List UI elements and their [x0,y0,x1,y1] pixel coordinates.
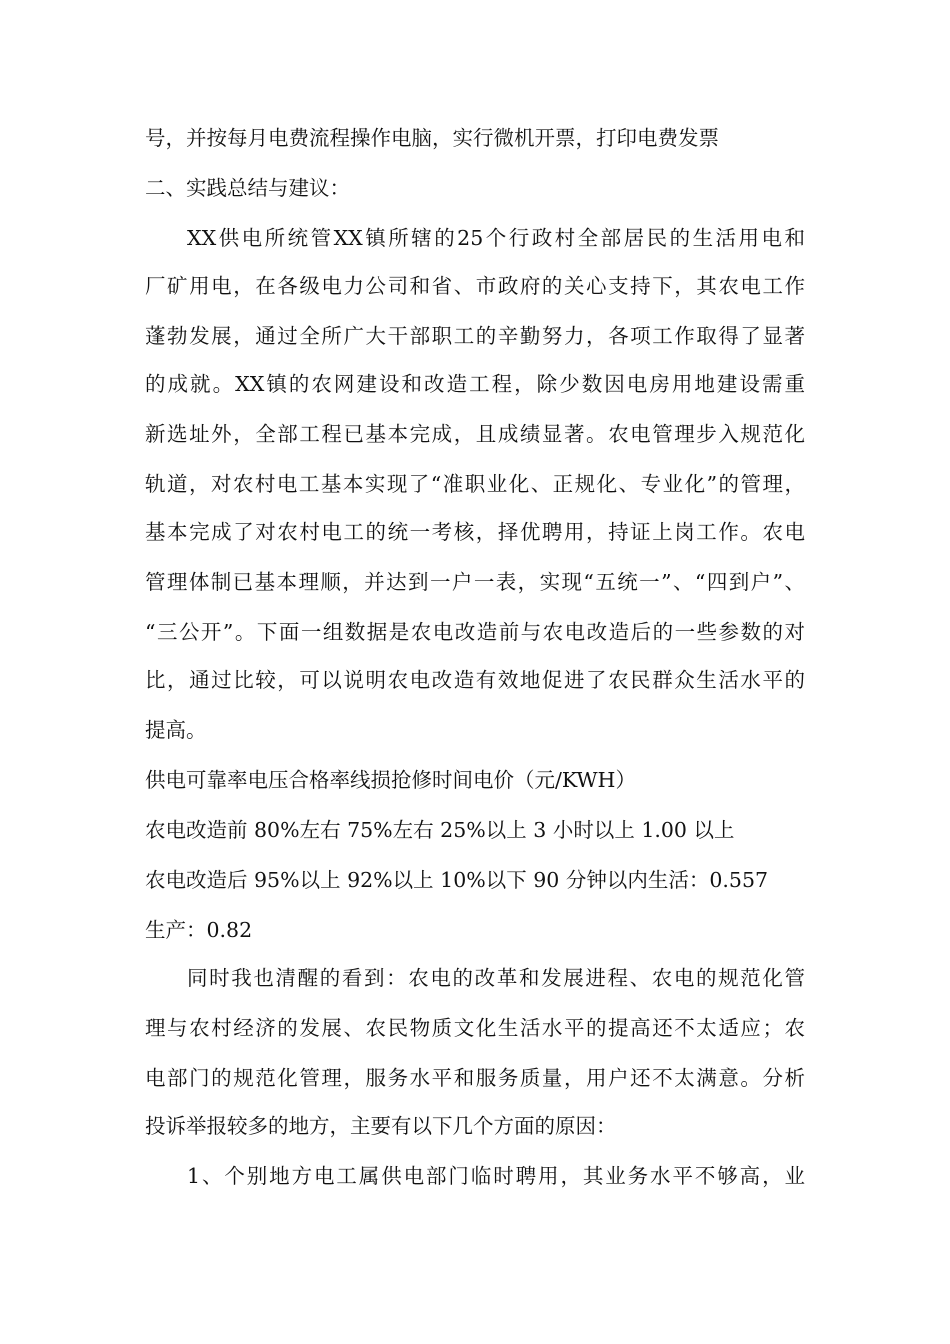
paragraph-line: 理与农村经济的发展、农民物质文化生活水平的提高还不太适应；农 [145,1016,805,1040]
paragraph-line: XX供电所统管XX镇所辖的25个行政村全部居民的生活用电和 [187,226,805,250]
paragraph-line: 同时我也清醒的看到：农电的改革和发展进程、农电的规范化管 [187,966,805,990]
table-header-line: 供电可靠率电压合格率线损抢修时间电价（元/KWH） [145,768,636,792]
paragraph-line: 蓬勃发展，通过全所广大干部职工的辛勤努力，各项工作取得了显著 [145,324,805,348]
paragraph-line: 电部门的规范化管理，服务水平和服务质量，用户还不太满意。分析 [145,1066,805,1090]
paragraph-line: 投诉举报较多的地方，主要有以下几个方面的原因： [145,1114,617,1138]
table-row-after: 农电改造后 95%以上 92%以上 10%以下 90 分钟以内生活：0.557 [145,868,769,892]
paragraph-line: 号，并按每月电费流程操作电脑，实行微机开票，打印电费发票 [145,126,719,150]
paragraph-line: “三公开”。下面一组数据是农电改造前与农电改造后的一些参数的对 [145,620,805,644]
paragraph-line: 的成就。XX镇的农网建设和改造工程，除少数因电房用地建设需重 [145,372,805,396]
paragraph-line: 提高。 [145,718,207,742]
table-row-before: 农电改造前 80%左右 75%左右 25%以上 3 小时以上 1.00 以上 [145,818,735,842]
list-item: 1、个别地方电工属供电部门临时聘用，其业务水平不够高，业 [187,1164,805,1188]
paragraph-line: 轨道，对农村电工基本实现了“准职业化、正规化、专业化”的管理， [145,472,805,496]
paragraph-line: 厂矿用电，在各级电力公司和省、市政府的关心支持下，其农电工作 [145,274,805,298]
paragraph-line: 管理体制已基本理顺，并达到一户一表，实现“五统一”、“四到户”、 [145,570,805,594]
paragraph-line: 比，通过比较，可以说明农电改造有效地促进了农民群众生活水平的 [145,668,805,692]
paragraph-line: 新选址外，全部工程已基本完成，且成绩显著。农电管理步入规范化 [145,422,805,446]
table-row-after-cont: 生产：0.82 [145,918,253,942]
section-heading: 二、实践总结与建议： [145,176,350,200]
paragraph-line: 基本完成了对农村电工的统一考核，择优聘用，持证上岗工作。农电 [145,520,805,544]
